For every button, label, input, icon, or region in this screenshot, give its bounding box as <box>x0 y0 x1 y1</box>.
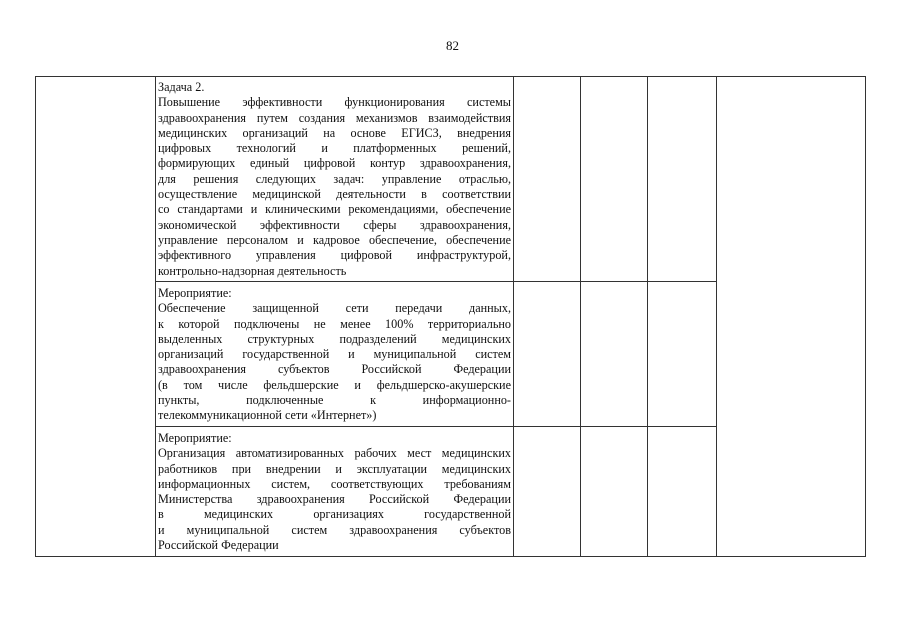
measure-heading: Мероприятие: <box>158 431 232 445</box>
text-line: контрольно-надзорная деятельность <box>158 263 347 278</box>
text-line: для решения следующих задач: управление отраслью, <box>158 171 511 186</box>
text-line: пункты, подключенные к информационно- <box>158 393 511 408</box>
row-divider <box>155 281 717 282</box>
text-line: выделенных структурных подразделений медицинских <box>158 331 511 346</box>
text-line: организаций государственной и муниципальной систем <box>158 347 511 362</box>
measure-heading: Мероприятие: <box>158 286 232 300</box>
text-line: работников при внедрении и эксплуатации медицинских <box>158 461 511 476</box>
column-line <box>513 76 514 557</box>
text-line: в медицинских организациях государственной <box>158 507 511 522</box>
column-line <box>155 76 156 557</box>
measure-cell <box>158 286 511 424</box>
text-line: Российской Федерации <box>158 538 279 553</box>
text-line: со стандартами и клиническими рекомендациями, обеспечение <box>158 202 511 217</box>
text-line: телекоммуникационной сети «Интернет») <box>158 408 377 423</box>
text-line: цифровых технологий и платформенных решений, <box>158 141 511 156</box>
column-line <box>865 76 866 557</box>
text-line: эффективного управления цифровой инфраструктурой, <box>158 248 511 263</box>
column-line <box>716 76 717 557</box>
text-line: управление персоналом и кадровое обеспечение, обеспечение <box>158 232 511 247</box>
text-line: Министерства здравоохранения Российской Федерации <box>158 492 511 507</box>
table-border-bottom <box>35 556 866 557</box>
task-heading: Задача 2. <box>158 80 205 94</box>
measure-cell <box>158 431 511 553</box>
text-line: (в том числе фельдшерские и фельдшерско-акушерские <box>158 377 511 392</box>
text-line: Обеспечение защищенной сети передачи данных, <box>158 301 511 316</box>
column-line <box>647 76 648 557</box>
text-line: Организация автоматизированных рабочих мест медицинских <box>158 446 511 461</box>
text-line: экономической эффективности сферы здравоохранения, <box>158 217 511 232</box>
row-divider <box>155 426 717 427</box>
table-border-top <box>35 76 866 77</box>
text-line: здравоохранения путем создания механизмов взаимодействия <box>158 110 511 125</box>
text-line: здравоохранения субъектов Российской Федерации <box>158 362 511 377</box>
text-line: осуществление медицинской деятельности в соответствии <box>158 187 511 202</box>
text-line: и муниципальной систем здравоохранения субъектов <box>158 522 511 537</box>
column-line <box>580 76 581 557</box>
text-line: медицинских организаций на основе ЕГИСЗ, внедрения <box>158 125 511 140</box>
text-line: к которой подключены не менее 100% территориально <box>158 316 511 331</box>
column-line <box>35 76 36 557</box>
text-line: информационных систем, соответствующих требованиям <box>158 476 511 491</box>
text-line: формирующих единый цифровой контур здравоохранения, <box>158 156 511 171</box>
task-cell <box>158 80 511 279</box>
text-line: Повышение эффективности функционирования системы <box>158 95 511 110</box>
page-number: 82 <box>446 38 459 53</box>
